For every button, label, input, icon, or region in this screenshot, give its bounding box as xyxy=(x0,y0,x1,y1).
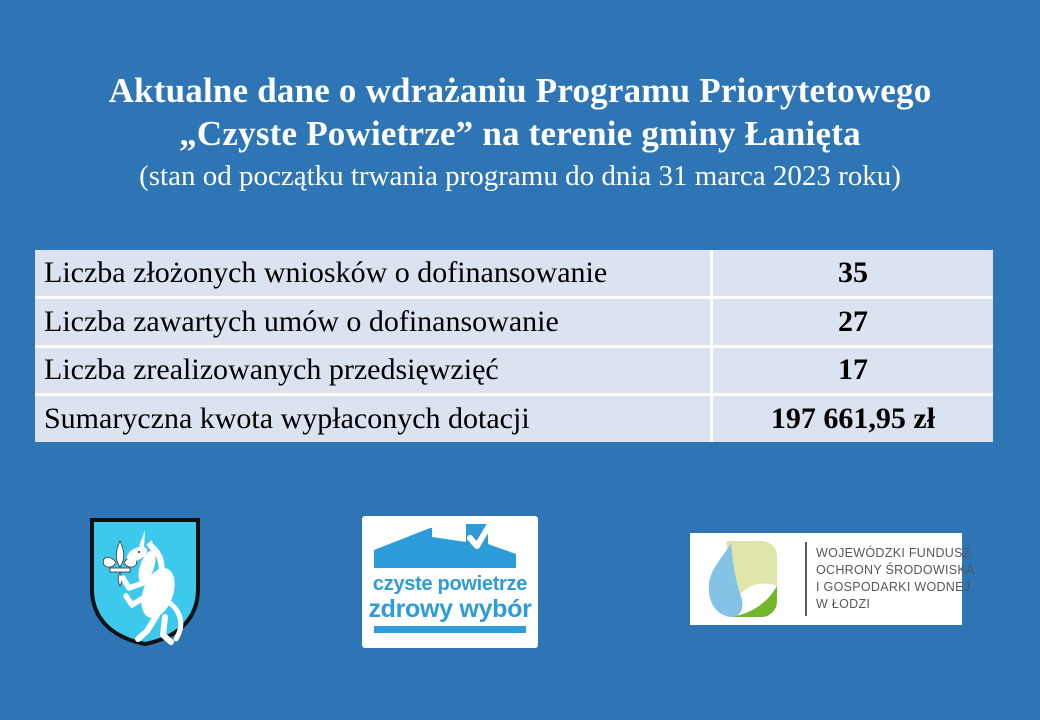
table-row-value: 35 xyxy=(713,250,993,296)
leaf-drop-logo-icon xyxy=(701,541,777,617)
title-line-1: Aktualne dane o wdrażaniu Programu Priorytetowego xyxy=(108,71,932,110)
table-row-label: Liczba zrealizowanych przedsięwzięć xyxy=(35,348,710,394)
table-row-label: Liczba zawartych umów o dofinansowanie xyxy=(35,299,710,345)
coat-of-arms-lanieta xyxy=(87,516,203,649)
table-row-label: Sumaryczna kwota wypłaconych dotacji xyxy=(35,396,710,442)
table-row-value: 17 xyxy=(713,348,993,394)
wfosigw-line-2: OCHRONY ŚRODOWISKA xyxy=(816,563,975,577)
wfosigw-line-4: W ŁODZI xyxy=(816,597,871,611)
unicorn-fleur-de-lis-shield-icon xyxy=(87,516,203,649)
wfosigw-name xyxy=(816,545,975,613)
wfosigw-logo xyxy=(690,533,975,625)
czyste-powietrze-text: czyste powietrze xyxy=(372,573,528,595)
wfosigw-line-1: WOJEWÓDZKI FUNDUSZ xyxy=(816,546,971,560)
logo-divider xyxy=(805,542,807,616)
table-row-value: 27 xyxy=(713,299,993,345)
title-line-2: „Czyste Powietrze” na terenie gminy Łanięta xyxy=(179,114,861,153)
czyste-powietrze-logo xyxy=(362,516,538,648)
statistics-table xyxy=(35,250,993,442)
subtitle: (stan od początku trwania programu do dnia 31 marca 2023 roku) xyxy=(139,160,901,192)
table-row-value: 197 661,95 zł xyxy=(713,396,993,442)
zdrowy-wybor-text: zdrowy wybór xyxy=(368,595,532,623)
table-row-label: Liczba złożonych wniosków o dofinansowanie xyxy=(35,250,710,296)
wfosigw-line-3: I GOSPODARKI WODNEJ xyxy=(816,580,971,594)
logo-underline-bar xyxy=(374,626,526,633)
slide-header xyxy=(0,69,1040,195)
